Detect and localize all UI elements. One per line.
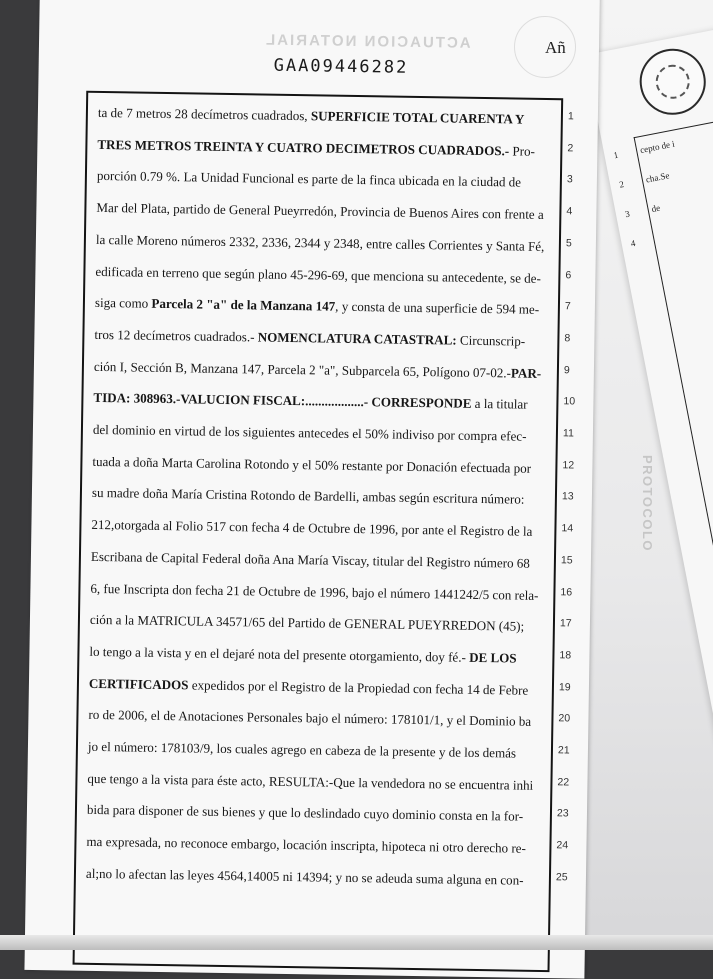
deed-line-text: tuada a doña Marta Carolina Rotondo y el 50% restante por Donación efectuada por: [92, 453, 532, 476]
deed-line-text: edificada en terreno que según plano 45-296-69, que menciona su antecedente, se de-: [95, 263, 541, 286]
line-number: 6: [565, 268, 572, 281]
deed-line: [90, 580, 545, 602]
deed-line-text: jo el número: 178103/9, los cuales agrego en cabeza de la presente y de los demás: [87, 738, 517, 761]
deed-line-text: la calle Moreno números 2332, 2336, 2344 y 2348, entre calles Corrientes y Santa Fé,: [95, 231, 545, 254]
deed-line-bold-text: NOMENCLATURA CATASTRAL:: [257, 329, 457, 348]
deed-line-bold-text: SUPERFICIE TOTAL CUARENTA Y: [310, 108, 525, 127]
deed-line: [89, 644, 544, 666]
deed-line: [92, 485, 547, 507]
line-number: 16: [560, 585, 573, 598]
header-ghost-title: ACTUACION NOTARIAL: [263, 31, 471, 52]
line-number: 3: [566, 173, 573, 186]
deed-line-bold-text: Parcela 2 "a" de la Manzana 147: [151, 295, 336, 314]
deed-line-text: siga como: [94, 295, 152, 311]
line-number: 9: [563, 363, 570, 376]
deed-line: [95, 295, 550, 317]
line-number: 19: [558, 680, 571, 694]
serial-number: GAA09446282: [273, 55, 409, 78]
deed-line-text: , y consta de una superficie de 594 me-: [335, 298, 540, 318]
line-number: 5: [565, 237, 572, 250]
deed-line: [87, 802, 542, 824]
deed-line-text: bida para disponer de sus bienes y que lo deslindado cuyo dominio consta en la for-: [86, 802, 524, 825]
deed-line: [88, 739, 543, 761]
deed-line-bold-text: DE LOS: [469, 649, 517, 666]
deed-text-box: [73, 91, 564, 972]
line-number: 17: [559, 617, 572, 630]
year-label: Añ: [545, 38, 566, 57]
line-number: 14: [561, 522, 574, 535]
deed-line: [87, 771, 542, 793]
line-number: 10: [563, 395, 576, 408]
line-number: 23: [556, 807, 569, 820]
deed-line: [92, 454, 547, 476]
line-number: 2: [567, 141, 574, 155]
deed-line-text: a la titular: [471, 396, 528, 413]
deed-line-text: ta de 7 metros 28 decímetros cuadrados,: [97, 104, 312, 124]
deed-line: [93, 422, 548, 444]
deed-line: [97, 168, 552, 190]
deed-line-text: del dominio en virtud de los siguientes antecedes el 50% indiviso por compra efec-: [92, 421, 527, 444]
deed-line: [91, 517, 546, 539]
deed-line-text: expedidos por el Registro de la Propiedad con fecha 14 de Febre: [188, 677, 529, 698]
deed-line: [97, 137, 552, 159]
protocolo-ghost-text: PROTOCOLO: [640, 455, 655, 553]
deed-line-bold-text: CERTIFICADOS: [88, 675, 189, 693]
deed-line-text: tros 12 decímetros cuadrados.-: [94, 326, 258, 345]
second-page-line-number: 3: [624, 208, 631, 220]
deed-line-text: porción 0.79 %. La Unidad Funcional es parte de la finca ubicada en la ciudad de: [96, 168, 522, 190]
line-number: 18: [559, 649, 572, 662]
deed-line-text: ma expresada, no reconoce embargo, locación inscripta, hipoteca ni otro derecho re-: [86, 833, 526, 856]
line-number: 15: [560, 554, 573, 567]
line-number: 13: [561, 490, 574, 503]
line-number: 25: [555, 871, 568, 884]
second-page-line-number: 2: [618, 179, 625, 190]
deed-line: [90, 612, 545, 634]
deed-line-bold-text: PAR-: [510, 365, 542, 381]
deed-line: [96, 200, 551, 222]
deed-line: [94, 327, 549, 349]
deed-line-text: Circunscrip-: [456, 332, 526, 349]
deed-line-text: ro de 2006, el de Anotaciones Personales bajo el número: 178101/1, y el Dominio ba: [88, 707, 532, 730]
second-page-line-number: 4: [629, 237, 637, 249]
deed-line: [88, 707, 543, 729]
deed-line-text: 6, fue Inscripta don fecha 21 de Octubre de 1996, bajo el número 1441242/5 con rela-: [90, 580, 539, 603]
deed-line: [95, 263, 550, 285]
deed-line: [94, 358, 549, 380]
deed-line: [86, 866, 541, 888]
line-number: 4: [566, 205, 573, 218]
line-number: 12: [562, 458, 575, 472]
deed-line: [89, 675, 544, 697]
table-surface: [0, 935, 713, 950]
deed-line: [96, 232, 551, 254]
deed-line-bold-text: TIDA: 308963.-VALUCION FISCAL:..................- CORRESPONDE: [93, 390, 472, 412]
deed-line: [98, 105, 553, 127]
deed-line-text: ción I, Sección B, Manzana 147, Parcela 2 "a", Subparcela 65, Polígono 07-02.-: [93, 358, 512, 381]
deed-line-text: al;no lo afectan las leyes 4564,14005 ni 14394; y no se adeuda suma alguna en con-: [85, 865, 524, 888]
line-number: 21: [557, 744, 570, 757]
line-number: 24: [556, 839, 569, 852]
line-number: 20: [558, 712, 571, 725]
line-number: 7: [564, 300, 571, 313]
second-page-line-text: cepto de i: [639, 138, 676, 156]
deed-line-text: ción a la MATRICULA 34571/65 del Partido de GENERAL PUEYRREDON (45);: [89, 612, 525, 634]
deed-line-text: su madre doña María Cristina Rotondo de Bardelli, ambas según escritura número:: [91, 485, 525, 508]
deed-line-text: 212,otorgada al Folio 517 con fecha 4 de Octubre de 1996, por ante el Registro de la: [91, 516, 533, 539]
line-number: 22: [557, 775, 570, 789]
deed-line: [93, 390, 548, 412]
deed-line-text: lo tengo a la vista y en el dejaré nota del presente otorgamiento, doy fé.-: [89, 643, 470, 665]
line-number: 11: [562, 427, 574, 440]
deed-page: [24, 0, 599, 979]
deed-line: [91, 549, 546, 571]
second-page-line-number: 1: [612, 149, 620, 161]
line-number: 8: [564, 332, 571, 345]
deed-line-bold-text: TRES METROS TREINTA Y CUATRO DECIMETROS CUADRADOS.-: [97, 136, 510, 159]
line-number: 1: [567, 110, 574, 123]
notary-seal-icon: [634, 43, 711, 120]
deed-line-text: Mar del Plata, partido de General Pueyrredón, Provincia de Buenos Aires con frente a: [96, 200, 544, 223]
deed-line-text: Escribana de Capital Federal doña Ana María Viscay, titular del Registro número 68: [90, 548, 530, 571]
deed-line-text: Pro-: [509, 143, 536, 159]
second-page-line-text: cha.Se: [644, 170, 671, 185]
deed-line-text: que tengo a la vista para éste acto, RESULTA:-Que la vendedora no se encuentra inhi: [87, 770, 534, 793]
second-page-line-text: de: [650, 202, 661, 215]
deed-line: [86, 834, 541, 856]
